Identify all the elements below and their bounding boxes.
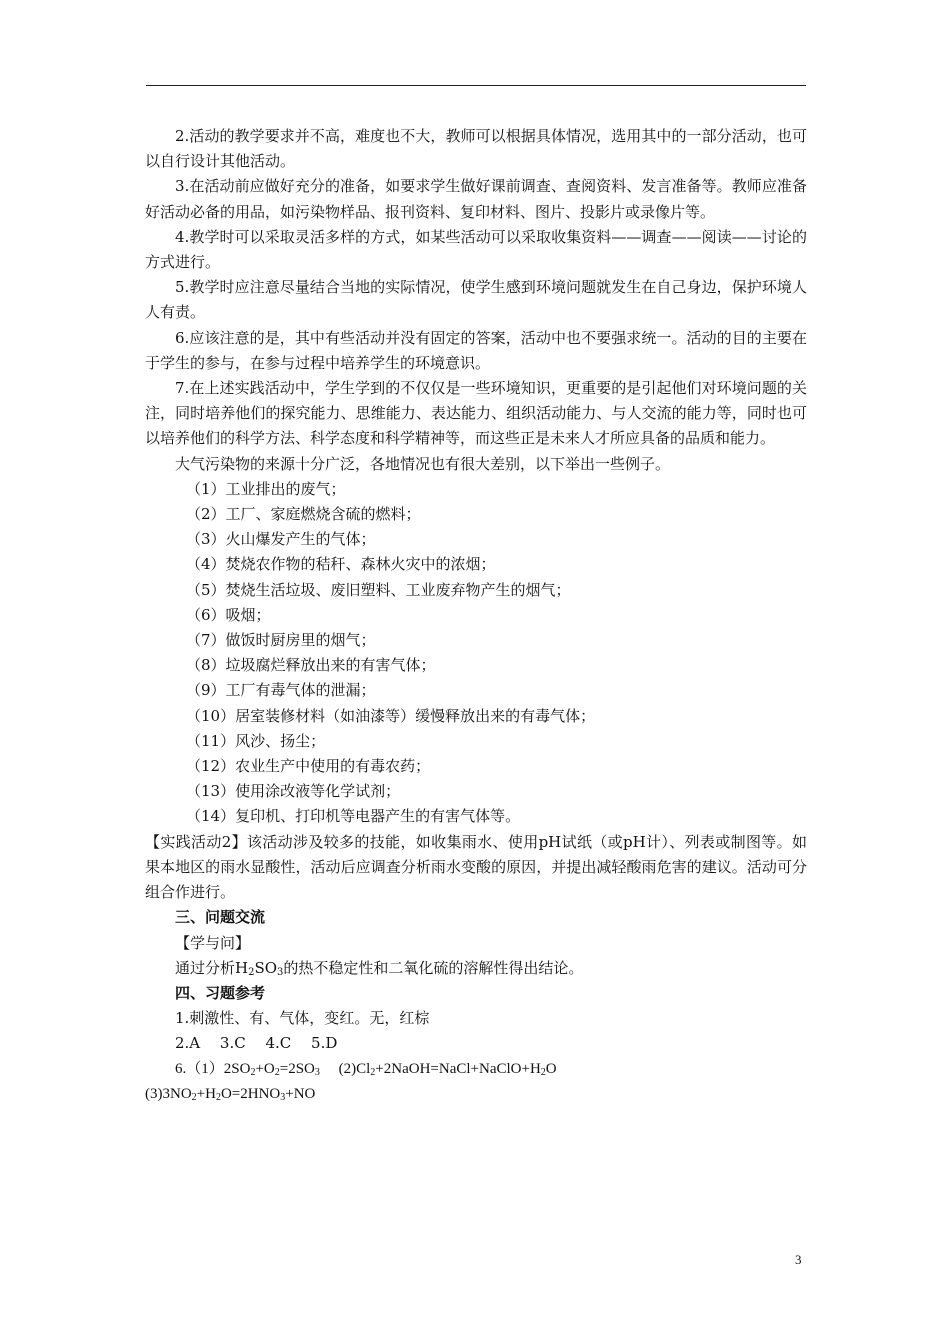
page-body <box>145 124 807 1107</box>
paragraph-3: 3.在活动前应做好充分的准备，如要求学生做好课前调查、查阅资料、发言准备等。教师应准备好活动必备的用品，如污染物样品、报刊资料、复印材料、图片、投影片或录像片等。 <box>145 177 807 221</box>
pollution-sources-intro: 大气污染物的来源十分广泛，各地情况也有很大差别，以下举出一些例子。 <box>175 454 671 473</box>
list-item: （10）居室装修材料（如油漆等）缓慢释放出来的有毒气体； <box>186 706 596 725</box>
exercise-answer-6-line1: $6.(1)2SO_2+O_2=2SO_3$ $(2)Cl_2+2NaOH=NaCl+NaClO+H_2O$ <box>175 1060 557 1078</box>
list-item: （3）火山爆发产生的气体； <box>186 530 376 549</box>
list-item: （4）焚烧农作物的秸秆、森林火灾中的浓烟； <box>186 555 496 574</box>
list-item: （13）使用涂改液等化学试剂； <box>186 782 401 801</box>
list-item: （2）工厂、家庭燃烧含硫的燃料； <box>186 505 421 524</box>
exercise-answer-1: 1.刺激性、有、气体，变红。无，红棕 <box>175 1009 430 1028</box>
paragraph-2: 2.活动的教学要求并不高，难度也不大，教师可以根据具体情况，选用其中的一部分活动，也可以自行设计其他活动。 <box>145 127 807 171</box>
exercise-answer-2: 2.A 3.C 4.C 5.D <box>175 1034 338 1053</box>
header-rule <box>146 85 806 86</box>
learn-ask-subheading: 【学与问】 <box>175 933 251 952</box>
list-item: （12）农业生产中使用的有毒农药； <box>186 757 431 776</box>
section-3-heading: 三、问题交流 <box>175 908 266 927</box>
paragraph-4: 4.教学时可以采取灵活多样的方式，如某些活动可以采取收集资料——调查——阅读——讨论的方式进行。 <box>145 227 807 272</box>
exercise-answer-6-line2: $(3)3NO_2+H_2O=2HNO_3+NO$ <box>145 1085 316 1103</box>
list-item: （5）焚烧生活垃圾、废旧塑料、工业废弃物产生的烟气； <box>186 580 571 599</box>
pollution-sources-list <box>145 477 807 830</box>
paragraph-7: 7.在上述实践活动中，学生学到的不仅仅是一些环境知识，更重要的是引起他们对环境问题的关注，同时培养他们的探究能力、思维能力、表达能力、组织活动能力、与人交流的能力等，同时也可以培养他们的科学方法、科学态度和科学精神等，而这些正是未来人才所应具备的品质和能力。 <box>145 379 807 448</box>
list-item: （1）工业排出的废气； <box>186 479 346 498</box>
paragraph-5: 5.教学时应注意尽量结合当地的实际情况，使学生感到环境问题就发生在自己身边，保护环境人人有责。 <box>145 278 807 322</box>
practice-activity-2: 【实践活动2】该活动涉及较多的技能，如收集雨水、使用pH试纸（或pH计）、列表或制图等。如果本地区的雨水显酸性，活动后应调查分析雨水变酸的原因，并提出减轻酸雨危害的建议。活动可分组合作进行。 <box>145 832 807 902</box>
list-item: （8）垃圾腐烂释放出来的有害气体； <box>186 656 436 675</box>
learn-ask-answer: 通过分析$H_2SO_3$的热不稳定性和二氧化硫的溶解性得出结论。 <box>175 958 584 978</box>
list-item: （7）做饭时厨房里的烟气； <box>186 631 376 650</box>
list-item: （11）风沙、扬尘； <box>186 731 326 750</box>
list-item: （6）吸烟； <box>186 605 271 624</box>
list-item: （9）工厂有毒气体的泄漏； <box>186 681 376 700</box>
paragraph-6: 6.应该注意的是，其中有些活动并没有固定的答案，活动中也不要强求统一。活动的目的主要在于学生的参与，在参与过程中培养学生的环境意识。 <box>145 328 807 372</box>
page-number: 3 <box>795 1252 802 1267</box>
list-item: （14）复印机、打印机等电器产生的有害气体等。 <box>186 807 521 826</box>
section-4-heading: 四、习题参考 <box>175 983 266 1002</box>
